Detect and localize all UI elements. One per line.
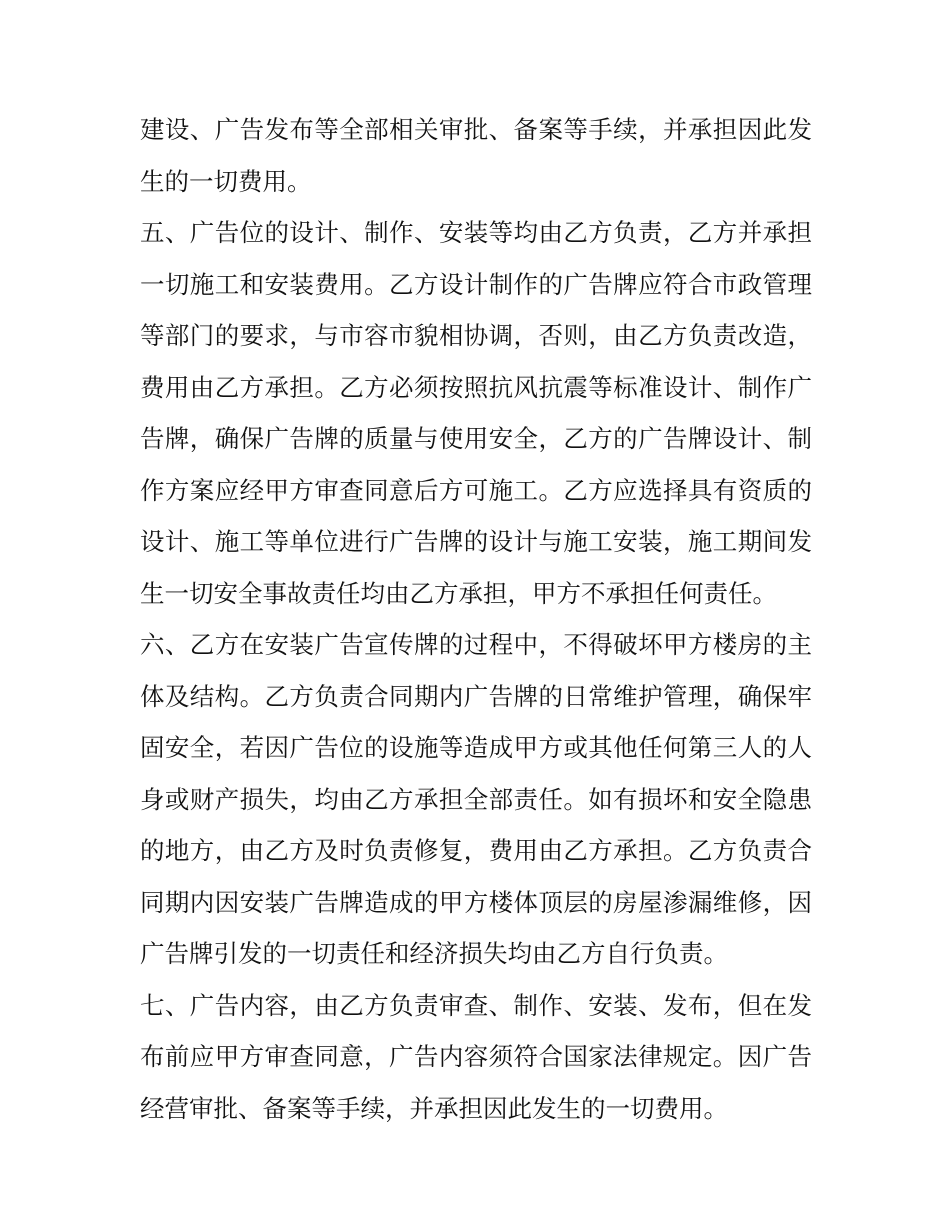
text-line: 生一切安全事故责任均由乙方承担，甲方不承担任何责任。	[140, 578, 777, 608]
document-body	[140, 104, 812, 1134]
text-line: 等部门的要求，与市容市貌相协调，否则，由乙方负责改造，	[140, 321, 812, 350]
text-line: 设计、施工等单位进行广告牌的设计与施工安装，施工期间发	[140, 527, 812, 556]
text-line: 一切施工和安装费用。乙方设计制作的广告牌应符合市政管理	[140, 269, 812, 299]
text-line: 同期内因安装广告牌造成的甲方楼体顶层的房屋渗漏维修，因	[140, 887, 812, 917]
text-line: 建设、广告发布等全部相关审批、备案等手续，并承担因此发	[140, 115, 812, 144]
text-line: 七、广告内容，由乙方负责审查、制作、安装、发布，但在发	[140, 990, 812, 1020]
text-line: 费用由乙方承担。乙方必须按照抗风抗震等标准设计、制作广	[140, 372, 812, 402]
text-line: 告牌，确保广告牌的质量与使用安全，乙方的广告牌设计、制	[140, 424, 812, 453]
text-line: 作方案应经甲方审查同意后方可施工。乙方应选择具有资质的	[140, 475, 812, 505]
text-line: 广告牌引发的一切责任和经济损失均由乙方自行负责。	[140, 939, 728, 968]
text-line: 生的一切费用。	[140, 166, 312, 196]
text-line: 布前应甲方审查同意，广告内容须符合国家法律规定。因广告	[140, 1042, 812, 1071]
text-line: 五、广告位的设计、制作、安装等均由乙方负责，乙方并承担	[140, 218, 812, 247]
text-line: 六、乙方在安装广告宣传牌的过程中，不得破坏甲方楼房的主	[140, 630, 812, 659]
text-line: 经营审批、备案等手续，并承担因此发生的一切费用。	[140, 1093, 728, 1123]
text-line: 体及结构。乙方负责合同期内广告牌的日常维护管理，确保牢	[140, 681, 812, 711]
text-line: 固安全，若因广告位的设施等造成甲方或其他任何第三人的人	[140, 733, 812, 762]
text-line: 身或财产损失，均由乙方承担全部责任。如有损坏和安全隐患	[140, 784, 812, 814]
text-line: 的地方，由乙方及时负责修复，费用由乙方承担。乙方负责合	[140, 836, 812, 865]
